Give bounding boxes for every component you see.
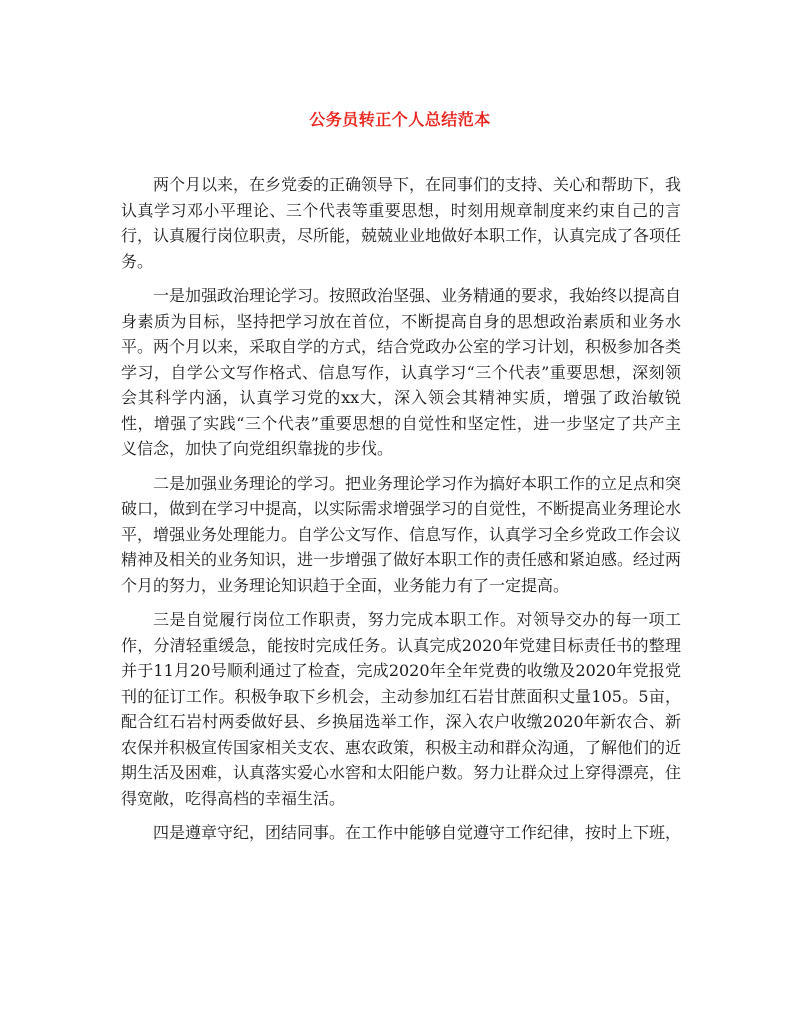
document-body [121, 172, 681, 855]
document-title: 公务员转正个人总结范本 [309, 110, 491, 129]
paragraph-job-duties: 三是自觉履行岗位工作职责，努力完成本职工作。对领导交办的每一项工作，分清轻重缓急，能按时完成任务。认真完成2020年党建目标责任书的整理并于11月20号顺利通过了检查，完成2020年全年党费的收缴及2020年党报党刊的征订工作。积极争取下乡机会，主动参加红石岩甘蔗面积丈量105。5亩，配合红石岩村两委做好县、乡换届选举工作，深入农户收缴2020年新农合、新农保并积极宣传国家相关支农、惠农政策，积极主动和群众沟通，了解他们的近期生活及困难，认真落实爱心水窖和太阳能户数。努力让群众过上穿得漂亮，住得宽敞，吃得高档的幸福生活。 [121, 610, 682, 808]
paragraph-intro: 两个月以来，在乡党委的正确领导下，在同事们的支持、关心和帮助下，我认真学习邓小平理论、三个代表等重要思想，时刻用规章制度来约束自己的言行，认真履行岗位职责，尽所能，兢兢业业地做好本职工作，认真完成了各项任务。 [121, 175, 682, 271]
paragraph-discipline: 四是遵章守纪，团结同事。在工作中能够自觉遵守工作纪律，按时上下班， [153, 823, 682, 842]
paragraph-political-study: 一是加强政治理论学习。按照政治坚强、业务精通的要求，我始终以提高自身素质为目标，坚持把学习放在首位，不断提高自身的思想政治素质和业务水平。两个月以来，采取自学的方式，结合党政办公室的学习计划，积极参加各类学习，自学公文写作格式、信息写作，认真学习“三个代表”重要思想，深刻领会其科学内涵，认真学习党的xx大，深入领会其精神实质，增强了政治敏锐性，增强了实践“三个代表”重要思想的自觉性和坚定性，进一步坚定了共产主义信念，加快了向党组织靠拢的步伐。 [121, 286, 682, 458]
paragraph-business-study: 二是加强业务理论的学习。把业务理论学习作为搞好本职工作的立足点和突破口，做到在学习中提高，以实际需求增强学习的自觉性，不断提高业务理论水平，增强业务处理能力。自学公文写作、信息写作，认真学习全乡党政工作会议精神及相关的业务知识，进一步增强了做好本职工作的责任感和紧迫感。经过两个月的努力，业务理论知识趋于全面，业务能力有了一定提高。 [121, 473, 682, 595]
